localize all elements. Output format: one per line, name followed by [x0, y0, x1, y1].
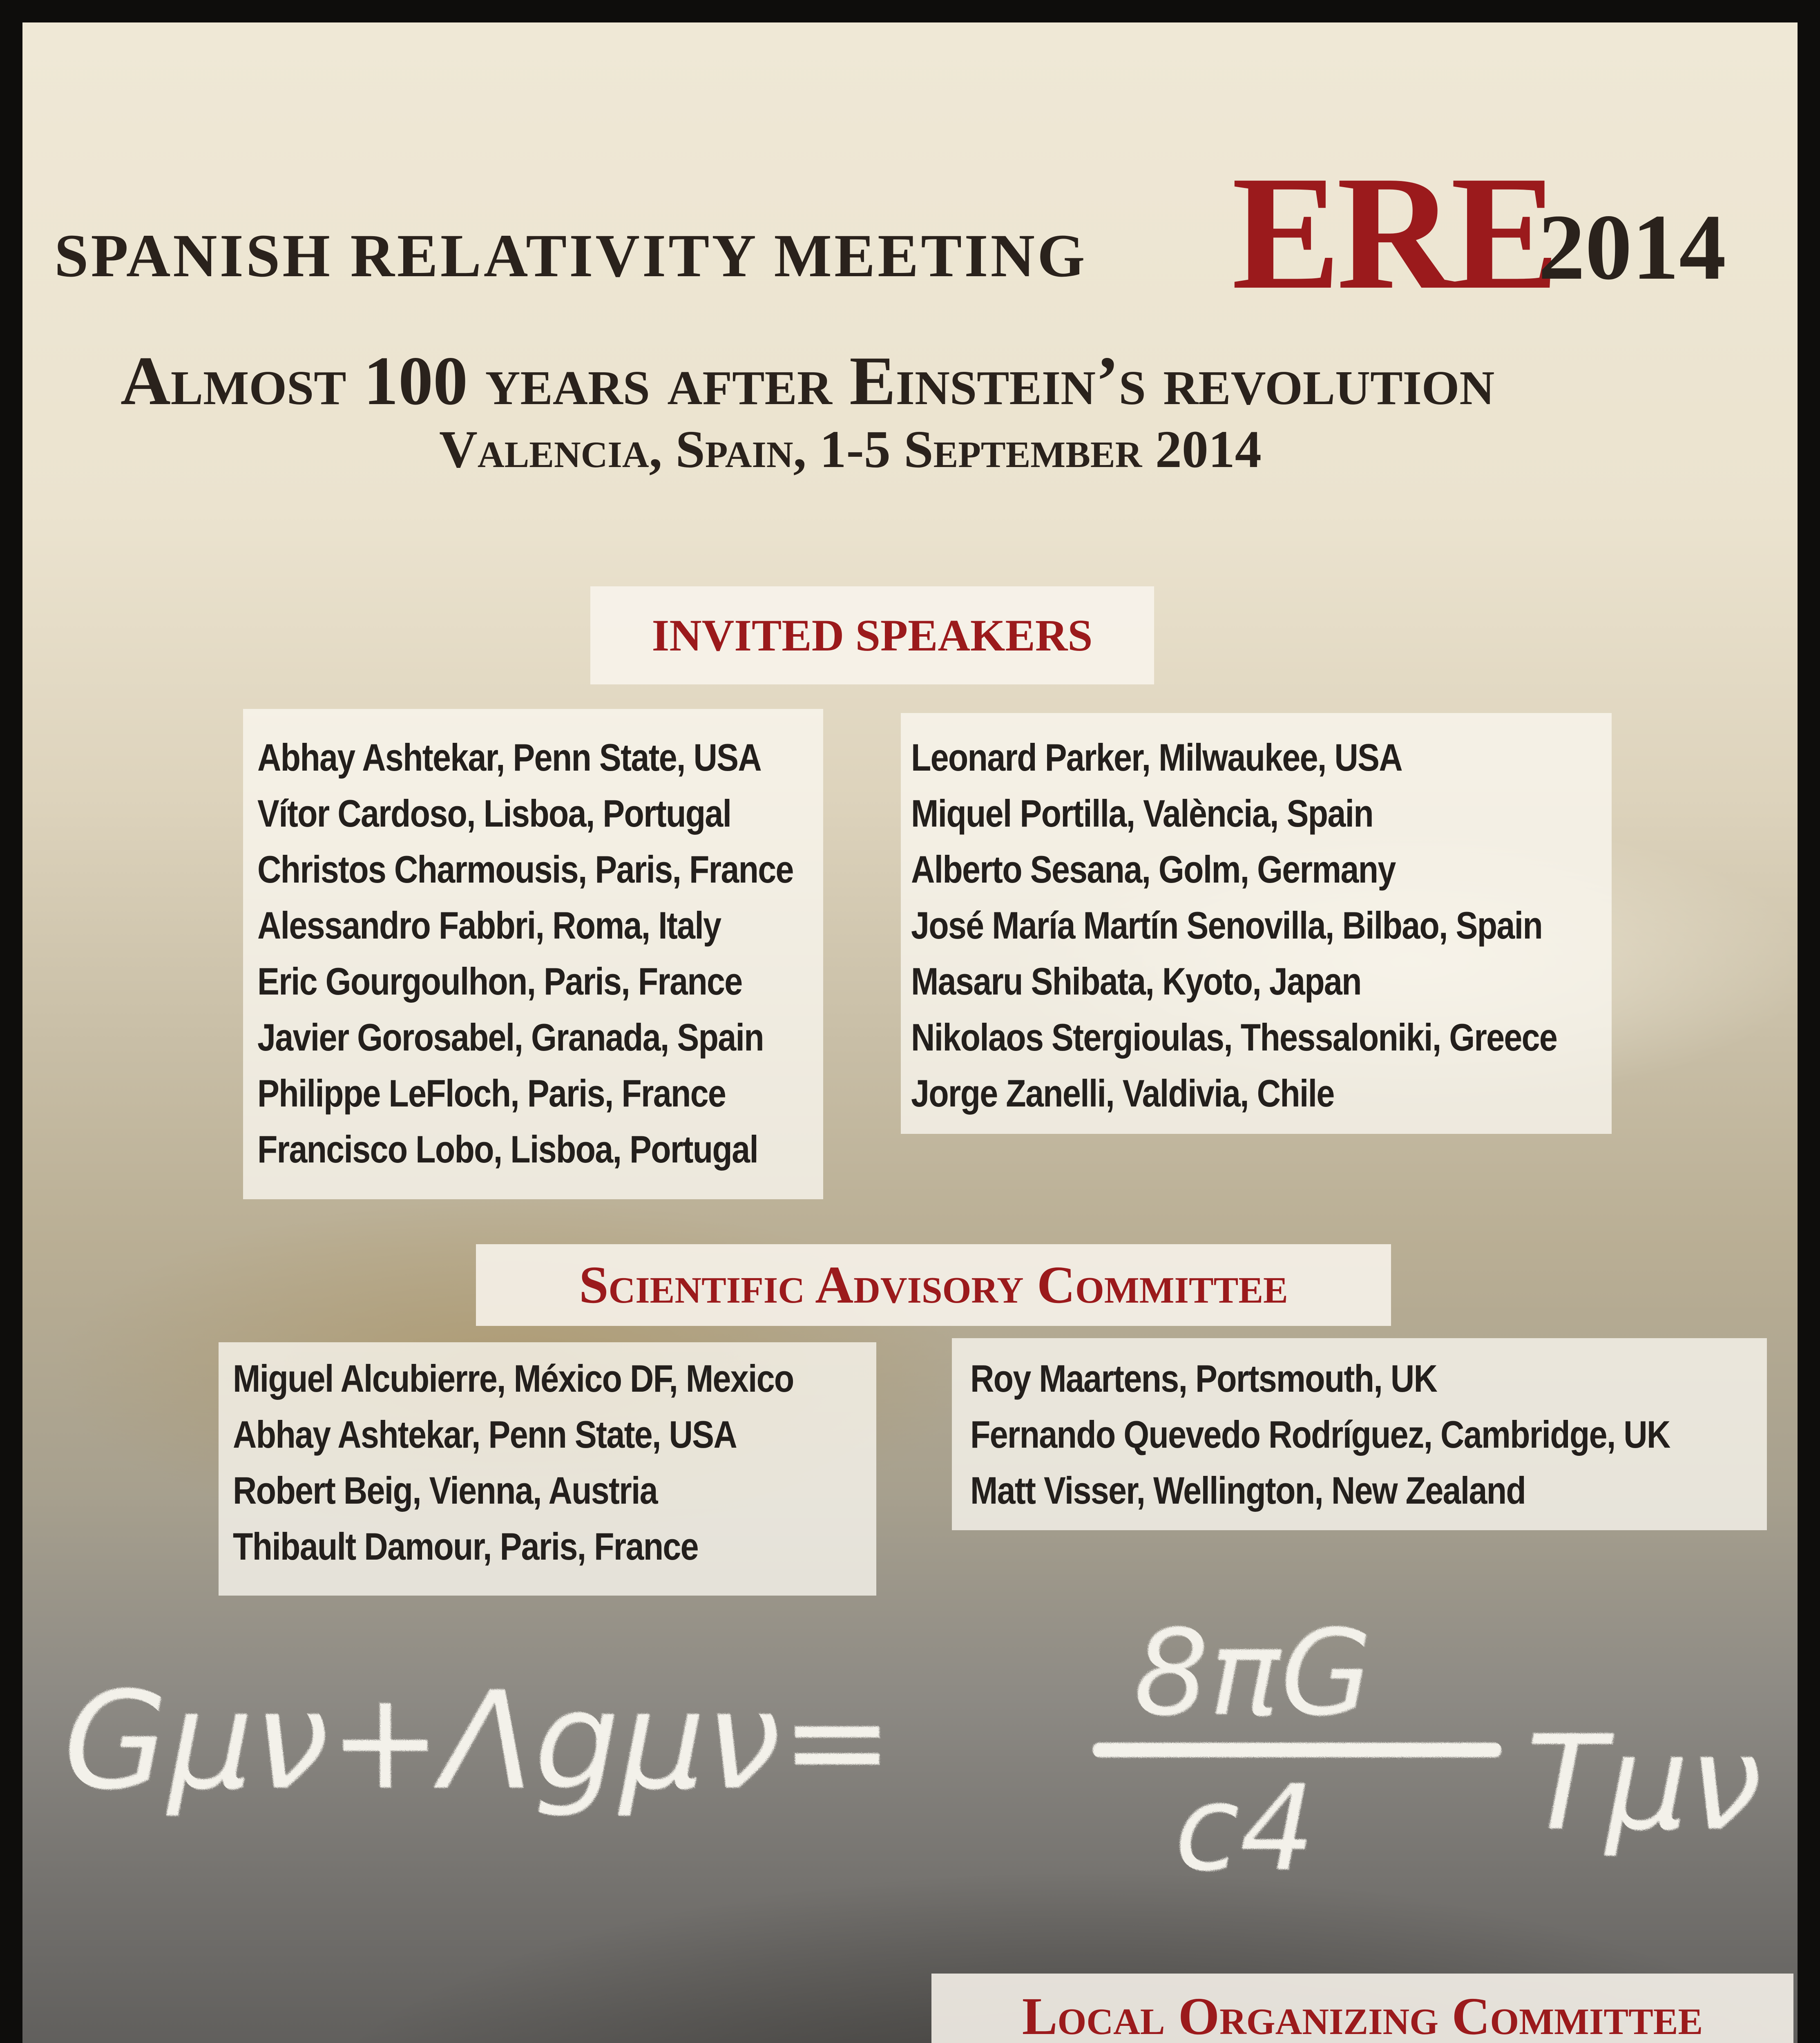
title-year: 2014 [1538, 195, 1726, 299]
scientific-committee-left [219, 1342, 876, 1596]
list-item: Matt Visser, Wellington, New Zealand [970, 1469, 1526, 1512]
place-date: Valencia, Spain, 1-5 September 2014 [439, 420, 1262, 479]
invited-speakers-title: INVITED SPEAKERS [590, 586, 1154, 684]
invited-speakers-right [901, 713, 1612, 1134]
scientific-committee-right [952, 1338, 1767, 1530]
equation-rhs: Tμν [1526, 1708, 1762, 1860]
einstein-equation [63, 1616, 1779, 1902]
list-item: Roy Maartens, Portsmouth, UK [970, 1357, 1437, 1400]
list-item: Masaru Shibata, Kyoto, Japan [911, 960, 1361, 1003]
list-item: Abhay Ashtekar, Penn State, USA [257, 736, 761, 779]
list-item: Leonard Parker, Milwaukee, USA [911, 736, 1402, 779]
list-item: Vítor Cardoso, Lisboa, Portugal [257, 792, 731, 835]
list-item: Miquel Portilla, València, Spain [911, 792, 1373, 835]
equation-lhs: Gμν+Λgμν= [63, 1663, 894, 1819]
list-item: Alberto Sesana, Golm, Germany [911, 848, 1396, 891]
subtitle: Almost 100 years after Einstein’s revolution [121, 342, 1495, 419]
list-item: Jorge Zanelli, Valdivia, Chile [911, 1072, 1334, 1115]
list-item: Miguel Alcubierre, México DF, Mexico [233, 1357, 794, 1400]
local-committee-title: Local Organizing Committee [931, 1974, 1793, 2043]
list-item: Fernando Quevedo Rodríguez, Cambridge, UK [970, 1413, 1670, 1456]
list-item: Nikolaos Stergioulas, Thessaloniki, Greece [911, 1016, 1557, 1059]
list-item: Philippe LeFloch, Paris, France [257, 1072, 726, 1115]
title-text: SPANISH RELATIVITY MEETING [54, 222, 1088, 290]
list-item: Abhay Ashtekar, Penn State, USA [233, 1413, 737, 1456]
list-item: Thibault Damour, Paris, France [233, 1525, 698, 1568]
equation-fraction-bar [1093, 1743, 1501, 1757]
poster [22, 22, 1798, 2043]
poster-title [22, 139, 1798, 323]
list-item: Robert Beig, Vienna, Austria [233, 1469, 657, 1512]
list-item: Christos Charmousis, Paris, France [257, 848, 793, 891]
title-acronym: ERE [1232, 142, 1556, 323]
list-item: Javier Gorosabel, Granada, Spain [257, 1016, 764, 1059]
list-item: Alessandro Fabbri, Roma, Italy [257, 904, 721, 947]
list-item: José María Martín Senovilla, Bilbao, Spain [911, 904, 1543, 947]
scientific-committee-title: Scientific Advisory Committee [476, 1244, 1391, 1326]
equation-numerator: 8πG [1134, 1616, 1372, 1742]
list-item: Eric Gourgoulhon, Paris, France [257, 960, 742, 1003]
invited-speakers-left [243, 709, 823, 1199]
list-item: Francisco Lobo, Lisboa, Portugal [257, 1128, 758, 1171]
equation-denominator: c4 [1175, 1760, 1315, 1898]
